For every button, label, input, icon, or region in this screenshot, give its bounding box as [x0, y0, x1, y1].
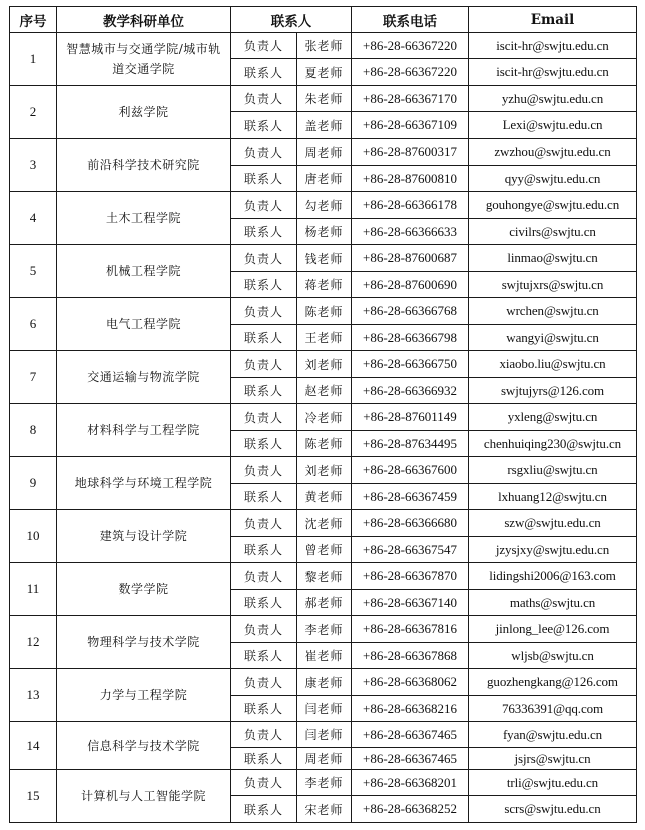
contact-email: 76336391@qq.com — [469, 696, 637, 722]
contact-name: 唐老师 — [297, 166, 352, 192]
contact-email: trli@swjtu.edu.cn — [469, 770, 637, 796]
contact-email: wljsb@swjtu.cn — [469, 643, 637, 669]
contact-phone: +86-28-66368216 — [352, 696, 469, 722]
header-phone: 联系电话 — [352, 7, 469, 33]
contact-phone: +86-28-66366768 — [352, 298, 469, 325]
table-row — [10, 86, 637, 112]
contact-name: 康老师 — [297, 669, 352, 696]
contact-email: iscit-hr@swjtu.edu.cn — [469, 33, 637, 59]
contact-name: 夏老师 — [297, 59, 352, 86]
contact-email: szw@swjtu.edu.cn — [469, 510, 637, 537]
contact-name: 沈老师 — [297, 510, 352, 537]
contact-role: 联系人 — [231, 112, 297, 139]
contact-phone: +86-28-66368252 — [352, 796, 469, 823]
contact-email: gouhongye@swjtu.edu.cn — [469, 192, 637, 219]
contact-name: 周老师 — [297, 139, 352, 166]
contact-role: 负责人 — [231, 298, 297, 325]
contact-role: 负责人 — [231, 770, 297, 796]
table-row — [10, 457, 637, 484]
contact-phone: +86-28-66367465 — [352, 722, 469, 748]
table-header — [10, 7, 637, 33]
contact-email: yzhu@swjtu.edu.cn — [469, 86, 637, 112]
row-unit: 计算机与人工智能学院 — [57, 770, 231, 823]
contact-role: 负责人 — [231, 351, 297, 378]
contact-email: iscit-hr@swjtu.edu.cn — [469, 59, 637, 86]
contact-name: 朱老师 — [297, 86, 352, 112]
contact-phone: +86-28-66366178 — [352, 192, 469, 219]
contact-name: 杨老师 — [297, 219, 352, 245]
contact-phone: +86-28-66368062 — [352, 669, 469, 696]
contact-phone: +86-28-66367109 — [352, 112, 469, 139]
row-unit: 前沿科学技术研究院 — [57, 139, 231, 192]
contact-phone: +86-28-66367220 — [352, 59, 469, 86]
contact-phone: +86-28-66367816 — [352, 616, 469, 643]
row-seq: 13 — [10, 669, 57, 722]
contact-role: 联系人 — [231, 59, 297, 86]
contact-role: 联系人 — [231, 696, 297, 722]
contact-name: 陈老师 — [297, 298, 352, 325]
contact-name: 盖老师 — [297, 112, 352, 139]
row-seq: 6 — [10, 298, 57, 351]
contact-role: 联系人 — [231, 166, 297, 192]
contact-phone: +86-28-87600317 — [352, 139, 469, 166]
contact-email: swjtujxrs@swjtu.cn — [469, 272, 637, 298]
contact-email: linmao@swjtu.cn — [469, 245, 637, 272]
contact-email: qyy@swjtu.edu.cn — [469, 166, 637, 192]
contact-name: 宋老师 — [297, 796, 352, 823]
row-unit: 地球科学与环境工程学院 — [57, 457, 231, 510]
table-row — [10, 404, 637, 431]
row-unit: 机械工程学院 — [57, 245, 231, 298]
contact-phone: +86-28-66367459 — [352, 484, 469, 510]
contact-phone: +86-28-66367547 — [352, 537, 469, 563]
table-row — [10, 669, 637, 696]
contact-name: 刘老师 — [297, 457, 352, 484]
contact-phone: +86-28-66367140 — [352, 590, 469, 616]
contact-role: 负责人 — [231, 192, 297, 219]
contact-role: 负责人 — [231, 404, 297, 431]
contact-email: civilrs@swjtu.cn — [469, 219, 637, 245]
contact-role: 联系人 — [231, 484, 297, 510]
row-seq: 2 — [10, 86, 57, 139]
table-row — [10, 563, 637, 590]
contact-name: 刘老师 — [297, 351, 352, 378]
contact-role: 联系人 — [231, 219, 297, 245]
table-row — [10, 770, 637, 796]
contact-phone: +86-28-66368201 — [352, 770, 469, 796]
contact-phone: +86-28-87600810 — [352, 166, 469, 192]
contact-email: jsjrs@swjtu.cn — [469, 748, 637, 770]
contact-phone: +86-28-66366750 — [352, 351, 469, 378]
contact-table — [9, 6, 637, 823]
row-unit: 数学学院 — [57, 563, 231, 616]
contact-email: fyan@swjtu.edu.cn — [469, 722, 637, 748]
contact-role: 负责人 — [231, 510, 297, 537]
table-row — [10, 33, 637, 59]
contact-email: rsgxliu@swjtu.cn — [469, 457, 637, 484]
contact-email: Lexi@swjtu.edu.cn — [469, 112, 637, 139]
contact-email: xiaobo.liu@swjtu.cn — [469, 351, 637, 378]
contact-name: 王老师 — [297, 325, 352, 351]
contact-email: wangyi@swjtu.cn — [469, 325, 637, 351]
row-unit: 利兹学院 — [57, 86, 231, 139]
table-row — [10, 298, 637, 325]
row-seq: 5 — [10, 245, 57, 298]
contact-role: 负责人 — [231, 669, 297, 696]
contact-name: 周老师 — [297, 748, 352, 770]
table-row — [10, 510, 637, 537]
contact-phone: +86-28-66367170 — [352, 86, 469, 112]
row-seq: 11 — [10, 563, 57, 616]
table-row — [10, 351, 637, 378]
contact-role: 联系人 — [231, 431, 297, 457]
contact-role: 负责人 — [231, 722, 297, 748]
contact-role: 负责人 — [231, 563, 297, 590]
contact-role: 联系人 — [231, 643, 297, 669]
contact-name: 崔老师 — [297, 643, 352, 669]
contact-phone: +86-28-66366633 — [352, 219, 469, 245]
table-row — [10, 139, 637, 166]
contact-name: 黎老师 — [297, 563, 352, 590]
contact-email: yxleng@swjtu.cn — [469, 404, 637, 431]
header-contact: 联系人 — [231, 7, 352, 33]
row-unit: 建筑与设计学院 — [57, 510, 231, 563]
contact-role: 联系人 — [231, 748, 297, 770]
contact-phone: +86-28-87634495 — [352, 431, 469, 457]
contact-name: 黄老师 — [297, 484, 352, 510]
row-unit: 信息科学与技术学院 — [57, 722, 231, 770]
table-row — [10, 245, 637, 272]
contact-phone: +86-28-66367220 — [352, 33, 469, 59]
contact-email: zwzhou@swjtu.edu.cn — [469, 139, 637, 166]
contact-name: 蒋老师 — [297, 272, 352, 298]
contact-email: scrs@swjtu.edu.cn — [469, 796, 637, 823]
header-seq: 序号 — [10, 7, 57, 33]
contact-email: wrchen@swjtu.cn — [469, 298, 637, 325]
contact-role: 联系人 — [231, 378, 297, 404]
contact-phone: +86-28-66366680 — [352, 510, 469, 537]
contact-role: 联系人 — [231, 325, 297, 351]
header-unit: 教学科研单位 — [57, 7, 231, 33]
contact-phone: +86-28-66366932 — [352, 378, 469, 404]
contact-phone: +86-28-87601149 — [352, 404, 469, 431]
row-seq: 9 — [10, 457, 57, 510]
contact-role: 负责人 — [231, 33, 297, 59]
contact-role: 负责人 — [231, 616, 297, 643]
contact-role: 负责人 — [231, 139, 297, 166]
row-seq: 4 — [10, 192, 57, 245]
contact-name: 钱老师 — [297, 245, 352, 272]
row-seq: 3 — [10, 139, 57, 192]
contact-phone: +86-28-66367870 — [352, 563, 469, 590]
contact-phone: +86-28-66367600 — [352, 457, 469, 484]
contact-email: swjtujyrs@126.com — [469, 378, 637, 404]
contact-role: 联系人 — [231, 796, 297, 823]
contact-email: chenhuiqing230@swjtu.cn — [469, 431, 637, 457]
row-unit: 智慧城市与交通学院/城市轨道交通学院 — [57, 33, 231, 86]
contact-role: 负责人 — [231, 457, 297, 484]
contact-phone: +86-28-87600690 — [352, 272, 469, 298]
row-unit: 交通运输与物流学院 — [57, 351, 231, 404]
contact-role: 负责人 — [231, 245, 297, 272]
table-row — [10, 616, 637, 643]
row-seq: 7 — [10, 351, 57, 404]
contact-name: 陈老师 — [297, 431, 352, 457]
contact-phone: +86-28-66367465 — [352, 748, 469, 770]
row-seq: 12 — [10, 616, 57, 669]
table-body — [10, 33, 637, 823]
table-row — [10, 722, 637, 748]
contact-name: 闫老师 — [297, 722, 352, 748]
contact-name: 李老师 — [297, 616, 352, 643]
contact-email: guozhengkang@126.com — [469, 669, 637, 696]
row-unit: 力学与工程学院 — [57, 669, 231, 722]
contact-name: 郝老师 — [297, 590, 352, 616]
row-seq: 15 — [10, 770, 57, 823]
row-seq: 14 — [10, 722, 57, 770]
contact-name: 张老师 — [297, 33, 352, 59]
header-row — [10, 7, 637, 33]
row-seq: 8 — [10, 404, 57, 457]
row-unit: 物理科学与技术学院 — [57, 616, 231, 669]
contact-email: maths@swjtu.cn — [469, 590, 637, 616]
header-email: Email — [469, 7, 637, 33]
contact-phone: +86-28-66367868 — [352, 643, 469, 669]
contact-role: 联系人 — [231, 590, 297, 616]
contact-name: 李老师 — [297, 770, 352, 796]
contact-email: lidingshi2006@163.com — [469, 563, 637, 590]
row-unit: 材料科学与工程学院 — [57, 404, 231, 457]
row-unit: 土木工程学院 — [57, 192, 231, 245]
contact-name: 冷老师 — [297, 404, 352, 431]
row-unit: 电气工程学院 — [57, 298, 231, 351]
row-seq: 1 — [10, 33, 57, 86]
table-row — [10, 192, 637, 219]
contact-name: 曾老师 — [297, 537, 352, 563]
contact-role: 联系人 — [231, 537, 297, 563]
contact-name: 勾老师 — [297, 192, 352, 219]
contact-role: 联系人 — [231, 272, 297, 298]
contact-phone: +86-28-66366798 — [352, 325, 469, 351]
contact-email: lxhuang12@swjtu.cn — [469, 484, 637, 510]
contact-name: 赵老师 — [297, 378, 352, 404]
contact-role: 负责人 — [231, 86, 297, 112]
contact-email: jzysjxy@swjtu.edu.cn — [469, 537, 637, 563]
contact-name: 闫老师 — [297, 696, 352, 722]
contact-email: jinlong_lee@126.com — [469, 616, 637, 643]
contact-phone: +86-28-87600687 — [352, 245, 469, 272]
row-seq: 10 — [10, 510, 57, 563]
